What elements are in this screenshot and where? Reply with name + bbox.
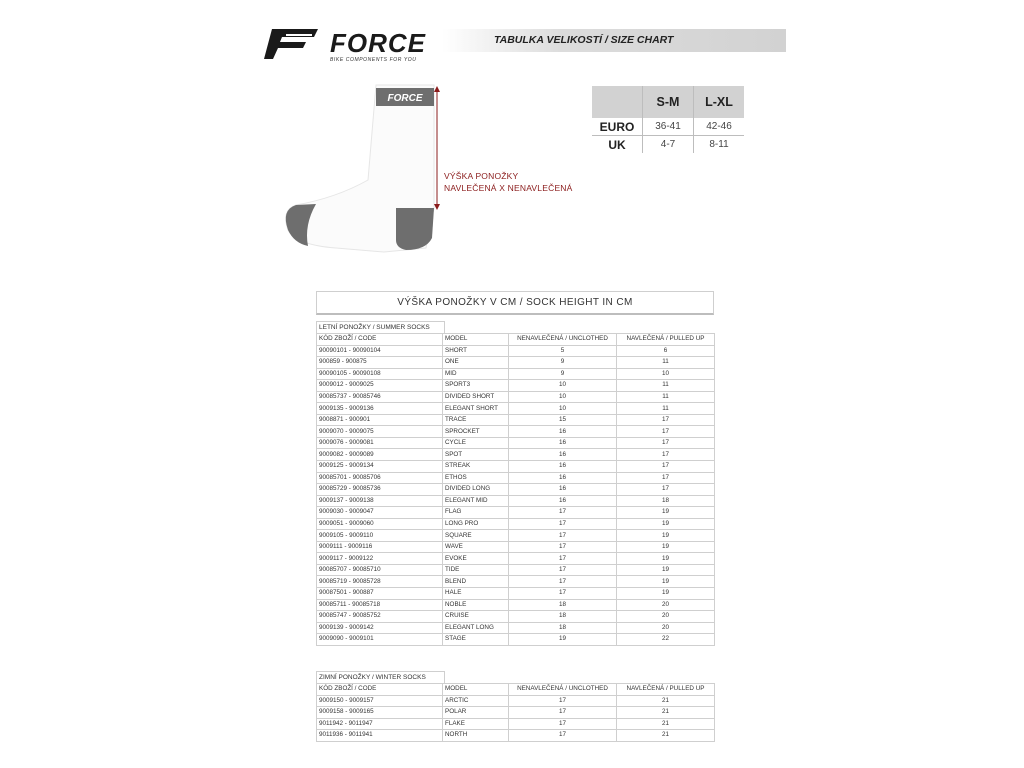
unclothed-height-cell: 16 xyxy=(509,472,617,484)
table-row xyxy=(317,518,715,530)
model-cell: ELEGANT LONG xyxy=(443,622,509,634)
size-value: 36-41 xyxy=(643,118,694,136)
unclothed-height-cell: 10 xyxy=(509,391,617,403)
winter-table-body xyxy=(317,695,715,741)
column-header: KÓD ZBOŽÍ / CODE xyxy=(317,334,443,346)
table-row xyxy=(317,403,715,415)
table-row xyxy=(317,588,715,600)
unclothed-height-cell: 17 xyxy=(509,507,617,519)
model-cell: HALE xyxy=(443,588,509,600)
unclothed-height-cell: 17 xyxy=(509,530,617,542)
pulled-up-height-cell: 20 xyxy=(617,611,715,623)
table-row xyxy=(317,634,715,646)
size-value: 42-46 xyxy=(694,118,745,136)
model-cell: TRACE xyxy=(443,414,509,426)
model-cell: NORTH xyxy=(443,730,509,742)
model-cell: SPOT xyxy=(443,449,509,461)
unclothed-height-cell: 17 xyxy=(509,541,617,553)
table-row xyxy=(317,564,715,576)
unclothed-height-cell: 17 xyxy=(509,718,617,730)
summer-socks-table xyxy=(316,333,715,646)
unclothed-height-cell: 17 xyxy=(509,576,617,588)
column-header: KÓD ZBOŽÍ / CODE xyxy=(317,684,443,696)
model-cell: DIVIDED LONG xyxy=(443,484,509,496)
model-cell: ELEGANT SHORT xyxy=(443,403,509,415)
column-header: NENAVLEČENÁ / UNCLOTHED xyxy=(509,684,617,696)
table-row xyxy=(317,730,715,742)
product-code-cell: 9009137 - 9009138 xyxy=(317,495,443,507)
table-row xyxy=(317,391,715,403)
table-row xyxy=(317,437,715,449)
table-row xyxy=(317,622,715,634)
product-code-cell: 90085729 - 90085736 xyxy=(317,484,443,496)
table-row xyxy=(317,414,715,426)
model-cell: WAVE xyxy=(443,541,509,553)
product-code-cell: 90085747 - 90085752 xyxy=(317,611,443,623)
height-arrow-top xyxy=(434,86,440,92)
product-code-cell: 90085701 - 90085706 xyxy=(317,472,443,484)
model-cell: SQUARE xyxy=(443,530,509,542)
unclothed-height-cell: 16 xyxy=(509,437,617,449)
model-cell: SPROCKET xyxy=(443,426,509,438)
brand-name: FORCE xyxy=(330,28,426,58)
product-code-cell: 9009117 - 9009122 xyxy=(317,553,443,565)
table-row xyxy=(317,530,715,542)
size-row-label: UK xyxy=(608,137,626,152)
product-code-cell: 9009158 - 9009165 xyxy=(317,707,443,719)
pulled-up-height-cell: 11 xyxy=(617,357,715,369)
unclothed-height-cell: 17 xyxy=(509,553,617,565)
product-code-cell: 9009012 - 9009025 xyxy=(317,380,443,392)
pulled-up-height-cell: 21 xyxy=(617,730,715,742)
pulled-up-height-cell: 18 xyxy=(617,495,715,507)
unclothed-height-cell: 10 xyxy=(509,403,617,415)
pulled-up-height-cell: 17 xyxy=(617,461,715,473)
product-code-cell: 9009090 - 9009101 xyxy=(317,634,443,646)
product-code-cell: 9011942 - 9011947 xyxy=(317,718,443,730)
table-row xyxy=(317,576,715,588)
product-code-cell: 90085711 - 90085718 xyxy=(317,599,443,611)
table-row xyxy=(317,553,715,565)
size-chart xyxy=(592,86,744,153)
unclothed-height-cell: 16 xyxy=(509,484,617,496)
model-cell: SHORT xyxy=(443,345,509,357)
model-cell: STREAK xyxy=(443,461,509,473)
product-code-cell: 9009139 - 9009142 xyxy=(317,622,443,634)
table-row xyxy=(317,599,715,611)
table-row xyxy=(317,611,715,623)
pulled-up-height-cell: 19 xyxy=(617,518,715,530)
sock-band-text: FORCE xyxy=(387,93,423,104)
winter-section-label: ZIMNÍ PONOŽKY / WINTER SOCKS xyxy=(316,671,445,683)
product-code-cell: 9009125 - 9009134 xyxy=(317,461,443,473)
product-code-cell: 9009076 - 9009081 xyxy=(317,437,443,449)
pulled-up-height-cell: 19 xyxy=(617,588,715,600)
product-code-cell: 90087501 - 900887 xyxy=(317,588,443,600)
unclothed-height-cell: 17 xyxy=(509,695,617,707)
pulled-up-height-cell: 11 xyxy=(617,380,715,392)
unclothed-height-cell: 18 xyxy=(509,599,617,611)
height-annotation xyxy=(444,170,573,194)
force-logo-icon xyxy=(262,26,322,62)
table-row xyxy=(317,472,715,484)
table-row xyxy=(317,345,715,357)
summer-section-label: LETNÍ PONOŽKY / SUMMER SOCKS xyxy=(316,321,445,333)
pulled-up-height-cell: 19 xyxy=(617,553,715,565)
table-row xyxy=(317,426,715,438)
product-code-cell: 9011936 - 9011941 xyxy=(317,730,443,742)
pulled-up-height-cell: 17 xyxy=(617,484,715,496)
product-code-cell: 9009150 - 9009157 xyxy=(317,695,443,707)
size-row-label: EURO xyxy=(592,118,643,136)
table-row xyxy=(317,695,715,707)
unclothed-height-cell: 17 xyxy=(509,518,617,530)
force-logo xyxy=(262,26,442,66)
table-row xyxy=(317,541,715,553)
model-cell: CRUISE xyxy=(443,611,509,623)
brand-tagline: BIKE COMPONENTS FOR YOU xyxy=(330,57,417,63)
product-code-cell: 9009082 - 9009089 xyxy=(317,449,443,461)
pulled-up-height-cell: 11 xyxy=(617,403,715,415)
table-row xyxy=(317,718,715,730)
pulled-up-height-cell: 21 xyxy=(617,718,715,730)
pulled-up-height-cell: 19 xyxy=(617,530,715,542)
model-cell: STAGE xyxy=(443,634,509,646)
product-code-cell: 90085707 - 90085710 xyxy=(317,564,443,576)
unclothed-height-cell: 5 xyxy=(509,345,617,357)
table-row xyxy=(317,707,715,719)
product-code-cell: 9009030 - 9009047 xyxy=(317,507,443,519)
table-row xyxy=(317,461,715,473)
model-cell: FLAKE xyxy=(443,718,509,730)
unclothed-height-cell: 15 xyxy=(509,414,617,426)
model-cell: FLAG xyxy=(443,507,509,519)
summer-table-body xyxy=(317,345,715,645)
table-row xyxy=(317,368,715,380)
pulled-up-height-cell: 20 xyxy=(617,622,715,634)
table-row xyxy=(317,380,715,392)
product-code-cell: 90090101 - 90090104 xyxy=(317,345,443,357)
pulled-up-height-cell: 10 xyxy=(617,368,715,380)
pulled-up-height-cell: 11 xyxy=(617,391,715,403)
height-annotation-line1: VÝŠKA PONOŽKY xyxy=(444,171,519,181)
unclothed-height-cell: 10 xyxy=(509,380,617,392)
winter-socks-table xyxy=(316,683,715,742)
unclothed-height-cell: 17 xyxy=(509,564,617,576)
pulled-up-height-cell: 19 xyxy=(617,541,715,553)
table-row xyxy=(317,484,715,496)
model-cell: CYCLE xyxy=(443,437,509,449)
column-header: MODEL xyxy=(443,334,509,346)
pulled-up-height-cell: 19 xyxy=(617,507,715,519)
size-header: L-XL xyxy=(694,86,745,118)
unclothed-height-cell: 16 xyxy=(509,495,617,507)
pulled-up-height-cell: 22 xyxy=(617,634,715,646)
model-cell: TIDE xyxy=(443,564,509,576)
pulled-up-height-cell: 19 xyxy=(617,576,715,588)
pulled-up-height-cell: 21 xyxy=(617,695,715,707)
table-row xyxy=(317,495,715,507)
model-cell: MID xyxy=(443,368,509,380)
product-code-cell: 90085719 - 90085728 xyxy=(317,576,443,588)
model-cell: LONG PRO xyxy=(443,518,509,530)
table-row xyxy=(317,449,715,461)
model-cell: ETHOS xyxy=(443,472,509,484)
unclothed-height-cell: 17 xyxy=(509,730,617,742)
model-cell: POLAR xyxy=(443,707,509,719)
sock-heel xyxy=(396,208,434,250)
model-cell: SPORT3 xyxy=(443,380,509,392)
pulled-up-height-cell: 19 xyxy=(617,564,715,576)
page-title: TABULKA VELIKOSTÍ / SIZE CHART xyxy=(494,34,674,46)
table-row xyxy=(317,357,715,369)
unclothed-height-cell: 17 xyxy=(509,707,617,719)
pulled-up-height-cell: 17 xyxy=(617,414,715,426)
product-code-cell: 9009111 - 9009116 xyxy=(317,541,443,553)
model-cell: EVOKE xyxy=(443,553,509,565)
column-header: NAVLEČENÁ / PULLED UP xyxy=(617,334,715,346)
pulled-up-height-cell: 21 xyxy=(617,707,715,719)
product-code-cell: 9008871 - 900901 xyxy=(317,414,443,426)
size-value: 4-7 xyxy=(643,136,694,154)
column-header: NAVLEČENÁ / PULLED UP xyxy=(617,684,715,696)
title-bar xyxy=(442,29,786,52)
pulled-up-height-cell: 17 xyxy=(617,437,715,449)
height-annotation-line2: NAVLEČENÁ X NENAVLEČENÁ xyxy=(444,183,573,193)
unclothed-height-cell: 9 xyxy=(509,357,617,369)
unclothed-height-cell: 16 xyxy=(509,449,617,461)
model-cell: ONE xyxy=(443,357,509,369)
model-cell: ELEGANT MID xyxy=(443,495,509,507)
pulled-up-height-cell: 6 xyxy=(617,345,715,357)
model-cell: BLEND xyxy=(443,576,509,588)
pulled-up-height-cell: 17 xyxy=(617,449,715,461)
table-row xyxy=(317,507,715,519)
height-arrow-bottom xyxy=(434,204,440,210)
size-value: 8-11 xyxy=(694,136,745,154)
size-chart-corner xyxy=(592,86,643,118)
product-code-cell: 90085737 - 90085746 xyxy=(317,391,443,403)
height-table-title: VÝŠKA PONOŽKY V CM / SOCK HEIGHT IN CM xyxy=(316,291,714,315)
unclothed-height-cell: 19 xyxy=(509,634,617,646)
product-code-cell: 9009135 - 9009136 xyxy=(317,403,443,415)
unclothed-height-cell: 18 xyxy=(509,611,617,623)
model-cell: ARCTIC xyxy=(443,695,509,707)
product-code-cell: 900859 - 900875 xyxy=(317,357,443,369)
pulled-up-height-cell: 17 xyxy=(617,426,715,438)
size-header: S-M xyxy=(643,86,694,118)
product-code-cell: 9009051 - 9009060 xyxy=(317,518,443,530)
unclothed-height-cell: 9 xyxy=(509,368,617,380)
model-cell: DIVIDED SHORT xyxy=(443,391,509,403)
unclothed-height-cell: 17 xyxy=(509,588,617,600)
pulled-up-height-cell: 20 xyxy=(617,599,715,611)
product-code-cell: 9009070 - 9009075 xyxy=(317,426,443,438)
model-cell: NOBLE xyxy=(443,599,509,611)
pulled-up-height-cell: 17 xyxy=(617,472,715,484)
sock-illustration xyxy=(276,80,446,265)
product-code-cell: 90090105 - 90090108 xyxy=(317,368,443,380)
column-header: NENAVLEČENÁ / UNCLOTHED xyxy=(509,334,617,346)
unclothed-height-cell: 16 xyxy=(509,461,617,473)
product-code-cell: 9009105 - 9009110 xyxy=(317,530,443,542)
unclothed-height-cell: 16 xyxy=(509,426,617,438)
unclothed-height-cell: 18 xyxy=(509,622,617,634)
column-header: MODEL xyxy=(443,684,509,696)
